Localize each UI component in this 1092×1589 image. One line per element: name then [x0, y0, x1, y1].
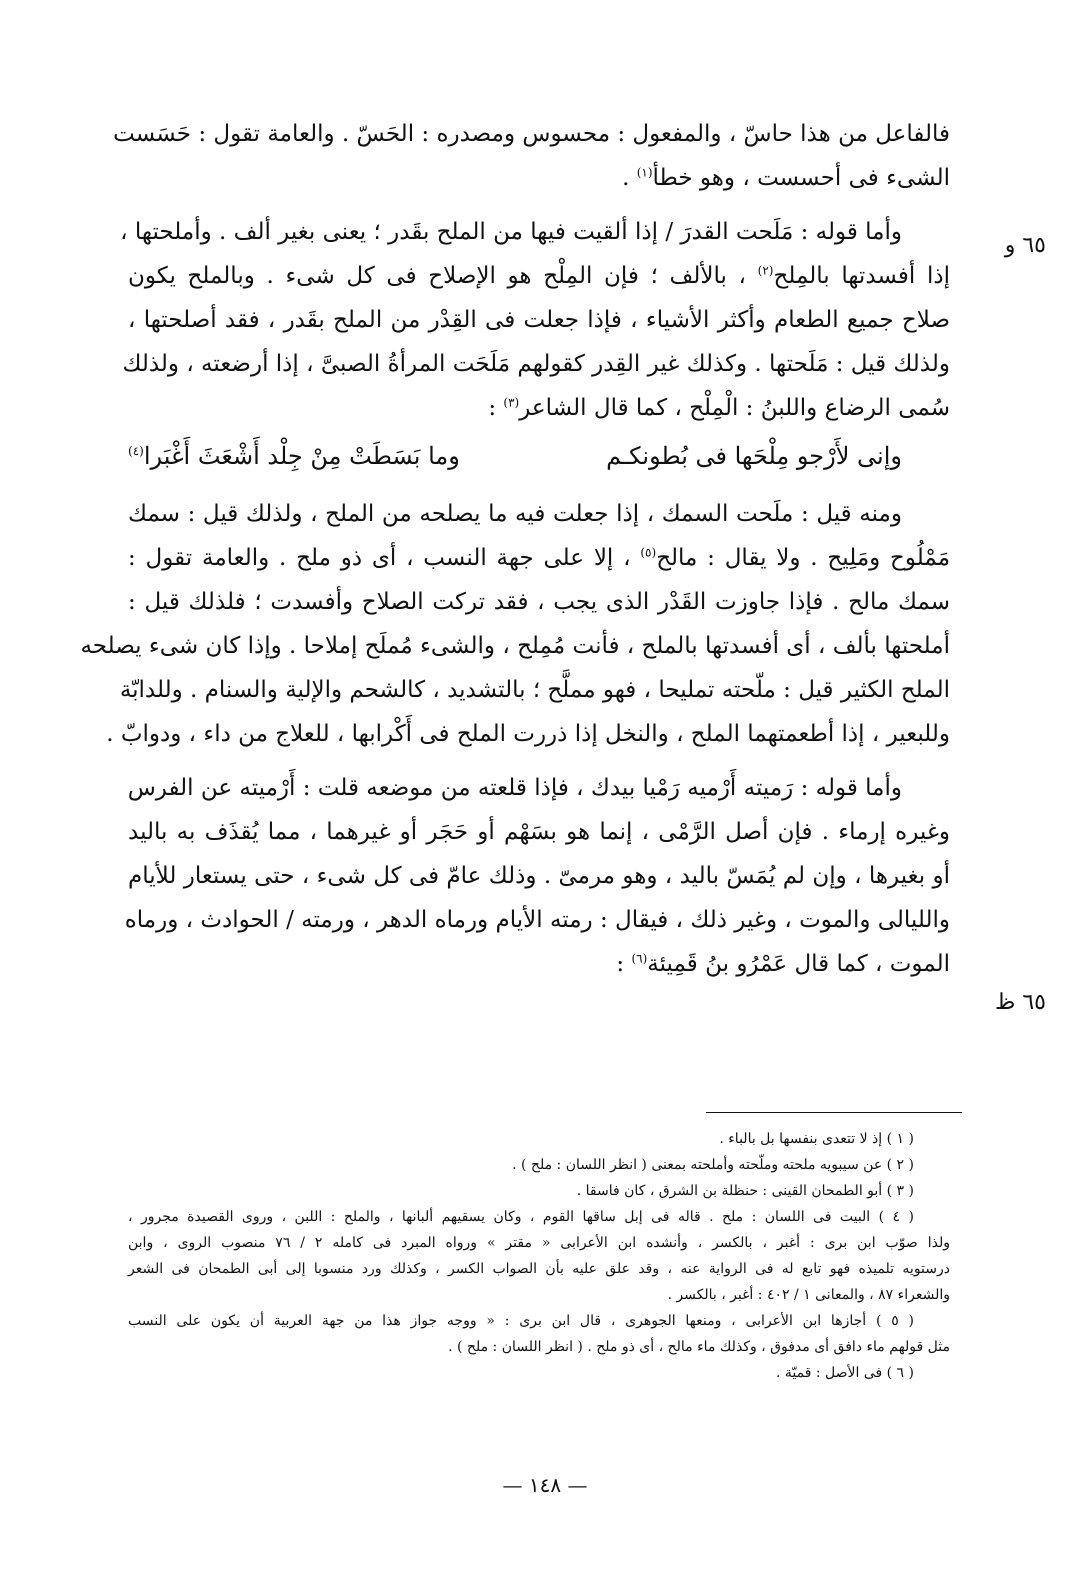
footnote-2: ( ٢ ) عن سيبويه ملحته وملّحته وأملحته بمعنى ( انظر اللسان : ملح ) .	[512, 1157, 914, 1173]
text-line: وأما قوله : رَميته أَرْميه رَمْيا بيدك ، فإذا قلعته من موضعه قلت : أَرْميته عن الفرس	[127, 775, 902, 801]
text-fragment: .	[622, 165, 637, 191]
text-fragment: الشىء فى أحسست ، وهو خطأ	[652, 165, 950, 191]
footnote-ref-6: (٦)	[631, 951, 648, 966]
footnote-6: ( ٦ ) فى الأصل : قميّة .	[775, 1365, 914, 1381]
text-line	[128, 254, 950, 298]
footnote-ref-5: (٥)	[640, 545, 657, 560]
footnote-4-line: ولذا صوّب ابن برى : أغبر ، بالكسر ، وأنشده ابن الأعرابى « مقتر » ورواه المبرد فى كامله ٢ / ٧٦ منصوب الروى ، وابن	[128, 1235, 950, 1251]
text-line	[128, 386, 950, 430]
footnote-3: ( ٣ ) أبو الطمحان القينى : حنظلة بن الشرق ، كان فاسقا .	[576, 1183, 914, 1199]
text-fragment: وما بَسَطَتْ مِنْ جِلْد أَشْعَثَ أَغْبَرا	[143, 442, 460, 470]
footnote-separator	[706, 1112, 962, 1113]
verse-hemistich-2	[128, 430, 460, 482]
text-line: فالفاعل من هذا حاسّ ، والمفعول : محسوس ومصدره : الحَسّ . والعامة تقول : حَسَست	[113, 121, 950, 147]
footnote-1: ( ١ ) إذ لا تتعدى بنفسها بل بالباء .	[719, 1131, 914, 1147]
footnote-ref-2: (٢)	[757, 263, 774, 278]
verse-hemistich-1: وإنى لأَرْجو مِلْحَها فى بُطونكـم	[606, 442, 902, 470]
text-fragment: الموت ، كما قال عَمْرُو بنُ قَمِيئة	[647, 951, 950, 977]
text-line: سمك مالح . فإذا جاوزت القَدْر الذى يجب ، فقد تركت الصلاح وأفسدت ؛ فلذلك قيل :	[128, 589, 950, 615]
verse-1	[128, 430, 950, 482]
text-line: ولذلك قيل : مَلَحتها . وكذلك غير القِدر كقولهم مَلَحَت المرأةُ الصبىَّ ، إذا أرضعته ، ولذلك	[122, 351, 950, 377]
footnote-4-line: ( ٤ ) البيت فى اللسان : ملح . قاله فى إبل ساقها القوم ، وكان يسقيهم ألبانها ، والملح : اللبن ، وروى القصيدة مجرور ،	[128, 1209, 914, 1225]
folio-marker-verso: ٦٥ ظ	[995, 990, 1046, 1015]
paragraph-3	[80, 492, 951, 756]
text-line: ومنه قيل : ملَحت السمك ، إذا جعلت فيه ما يصلحه من الملح ، ولذلك قيل : سمك	[128, 501, 902, 527]
paragraph-4	[124, 766, 950, 986]
text-fragment: مَمْلُوح ومَلِيح . ولا يقال : مالح	[656, 545, 951, 571]
text-line: وللبعير ، إذا أطعمتهما الملح ، والنخل إذا ذررت الملح فى أَكْرابها ، للعلاج من داء ، ودوابّ .	[106, 721, 950, 747]
footnote-ref-3: (٣)	[503, 395, 520, 410]
text-line: والليالى والموت ، وغير ذلك ، فيقال : رمته الأيام ورماه الدهر ، ورمته / الحوادث ، ورماه	[124, 907, 950, 933]
paragraph-2	[120, 210, 950, 430]
text-fragment: :	[616, 951, 632, 977]
text-line: وغيره إرماء . فإن أصل الرَّمْى ، إنما هو بسَهْم أو حَجَر أو غيرهما ، مما يُقذَف به باليد	[128, 819, 950, 845]
main-text	[80, 112, 951, 986]
text-line: أملحتها بألف ، أى أفسدتها بالملح ، فأنت مُمِلح ، والشىء مُملَح إملاحا . وإذا كان شىء يصلحه	[80, 633, 950, 659]
text-fragment: ، إلا على جهة النسب ، أى ذو ملح . والعامة تقول :	[128, 545, 641, 571]
folio-marker-recto: ٦٥ و	[1004, 233, 1046, 258]
footnote-4-line: والشعراء ٨٧ ، والمعانى ١ / ٤٠٢ : أغبر ، بالكسر .	[667, 1287, 950, 1303]
text-line: صلاح جميع الطعام وأكثر الأشياء ، فإذا جعلت فى القِدْر من الملح بقَدر ، فقد أصلحتها ،	[128, 307, 950, 333]
paragraph-1	[113, 112, 950, 200]
footnotes	[128, 1126, 950, 1386]
text-fragment: ، بالألف ؛ فإن المِلْح هو الإصلاح فى كل شىء . وبالملح يكون	[128, 263, 758, 289]
text-fragment: إذا أفسدتها بالمِلح	[773, 263, 950, 289]
footnote-ref-4: (٤)	[128, 444, 144, 458]
footnote-5-line: ( ٥ ) أجازها ابن الأعرابى ، ومنعها الجوهرى ، قال ابن برى : « ووجه جواز هذا من جهة العربية أن يكون على النسب	[128, 1313, 914, 1329]
text-line: وأما قوله : مَلَحت القدرَ / إذا ألقيت فيها من الملح بقَدر ؛ يعنى بغير ألف . وأملحتها ،	[120, 219, 902, 245]
text-line: أو بغيرها ، وإن لم يُمَسّ باليد ، وهو مرمىّ . وذلك عامّ فى كل شىء ، حتى يستعار للأيام	[128, 863, 950, 889]
text-line	[128, 942, 950, 986]
footnote-5-line: مثل قولهم ماء دافق أى مدفوق ، وكذلك ماء مالح ، أى ذو ملح . ( انظر اللسان : ملح ) .	[448, 1339, 950, 1355]
footnote-ref-1: (١)	[636, 165, 653, 180]
page-number: — ١٤٨ —	[502, 1473, 588, 1497]
footnote-4-line: درستويه تلميذه فهو تابع له فى الرواية عنه ، وقد علق عليه بأن الصواب الكسر ، وكذلك ورد منسوبا إلى أبى الطمحان فى الشعر	[128, 1261, 950, 1277]
text-line	[128, 536, 950, 580]
text-fragment: :	[488, 395, 504, 421]
text-line	[128, 156, 950, 200]
text-line: الملح الكثير قيل : ملّحته تمليحا ، فهو مملَّح ؛ بالتشديد ، كالشحم والإلية والسنام . وللدابّة	[119, 677, 950, 703]
text-fragment: سُمى الرضاع واللبنُ : الْمِلْح ، كما قال الشاعر	[519, 395, 950, 421]
